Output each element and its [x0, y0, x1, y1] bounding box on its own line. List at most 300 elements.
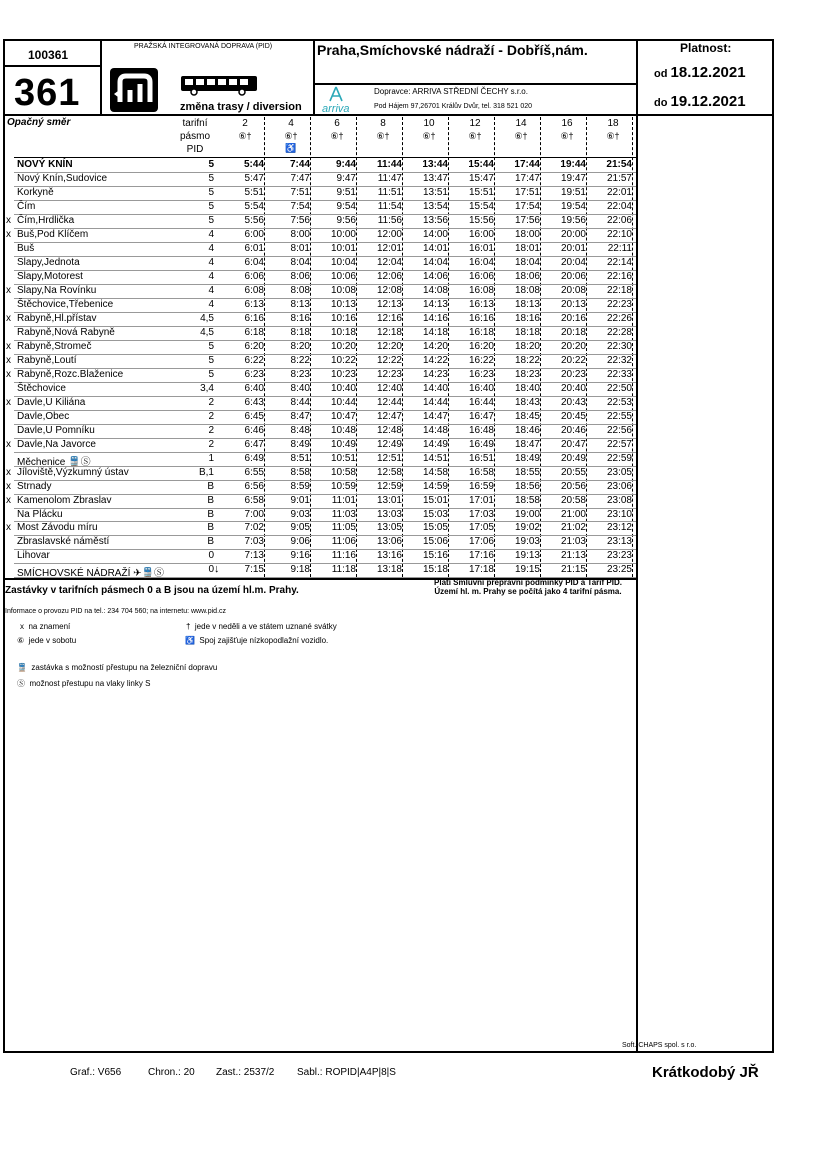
time-cell: 22:16: [606, 270, 632, 282]
time-cell: 21:02: [560, 522, 586, 534]
trip-symbols: ⑥†: [376, 131, 390, 141]
time-cell: 13:44: [422, 159, 448, 170]
time-cell: 14:16: [422, 312, 448, 324]
time-cell: 21:00: [560, 508, 586, 520]
time-cell: 17:03: [468, 508, 494, 520]
time-cell: 9:01: [290, 494, 310, 506]
time-cell: 5:56: [244, 214, 264, 226]
time-cell: 9:05: [290, 522, 310, 534]
arriva-logo: [322, 84, 366, 114]
time-cell: 18:49: [514, 452, 540, 464]
table-row: [0, 354, 636, 368]
trip-symbols: ⑥†: [560, 131, 574, 141]
table-row: [0, 228, 636, 242]
time-cell: 19:00: [514, 508, 540, 520]
time-cell: 8:06: [290, 270, 310, 282]
time-cell: 13:16: [376, 550, 402, 562]
info-line: Informace o provozu PID na tel.: 234 704 560; na internetu: www.pid.cz: [5, 608, 227, 615]
zone-cell: 5: [208, 354, 214, 366]
time-cell: 11:44: [376, 159, 402, 170]
stop-name: Slapy,Jednota: [17, 256, 80, 268]
time-cell: 6:56: [244, 480, 264, 492]
trip-number: 18: [607, 118, 619, 129]
time-cell: 18:47: [514, 438, 540, 450]
time-cell: 16:47: [468, 410, 494, 422]
table-row: [0, 466, 636, 480]
stop-name: Buš: [17, 242, 35, 254]
time-cell: 6:40: [244, 382, 264, 394]
time-cell: 5:47: [244, 172, 264, 184]
time-cell: 8:48: [290, 424, 310, 436]
time-cell: 7:13: [244, 550, 264, 562]
time-cell: 14:00: [422, 228, 448, 240]
stop-name: Zbraslavské náměstí: [17, 536, 110, 548]
zone-cell: 2: [208, 438, 214, 450]
diversion-label: změna trasy / diversion: [180, 101, 302, 113]
table-row: [0, 480, 636, 494]
time-cell: 22:30: [606, 340, 632, 352]
time-cell: 12:01: [376, 242, 402, 254]
zone-cell: 3,4: [200, 382, 214, 394]
timetable-code: 100361: [28, 48, 69, 62]
time-cell: 6:45: [244, 410, 264, 422]
trip-header: [452, 118, 498, 142]
time-cell: 19:03: [514, 536, 540, 548]
time-cell: 6:22: [244, 354, 264, 366]
stop-name: Buš,Pod Klíčem: [17, 228, 89, 240]
time-cell: 6:16: [244, 312, 264, 324]
time-cell: 10:47: [330, 410, 356, 422]
table-row: [0, 340, 636, 354]
request-stop-mark: x: [6, 284, 11, 296]
time-cell: 14:49: [422, 438, 448, 450]
table-row: [0, 535, 636, 549]
valid-from: od 18.12.2021: [654, 64, 746, 81]
table-row: [0, 549, 636, 563]
header-divider: [313, 40, 315, 114]
time-cell: 21:13: [560, 550, 586, 562]
time-cell: 11:06: [331, 536, 356, 548]
time-cell: 11:18: [331, 564, 356, 576]
time-cell: 6:20: [244, 340, 264, 352]
time-cell: 23:23: [606, 550, 632, 562]
time-cell: 20:06: [560, 270, 586, 282]
time-cell: 13:05: [376, 522, 402, 534]
time-cell: 23:05: [606, 466, 632, 478]
table-row: [0, 158, 636, 172]
time-cell: 22:28: [606, 326, 632, 338]
time-cell: 6:43: [244, 396, 264, 408]
time-cell: 13:54: [422, 200, 448, 212]
time-cell: 10:44: [330, 396, 356, 408]
time-cell: 17:56: [514, 214, 540, 226]
zone-cell: 4: [208, 242, 214, 254]
time-cell: 12:06: [376, 270, 402, 282]
time-cell: 22:57: [606, 438, 632, 450]
stop-name: SMÍCHOVSKÉ NÁDRAŽÍ ✈🚆Ⓢ: [17, 568, 164, 580]
trip-symbols: ⑥†: [284, 131, 298, 141]
time-cell: 12:44: [376, 396, 402, 408]
time-cell: 7:00: [244, 508, 264, 520]
time-cell: 8:13: [290, 298, 310, 310]
time-cell: 8:00: [290, 228, 310, 240]
stop-name: Slapy,Na Rovínku: [17, 284, 97, 296]
end-arrow-icon: ↓: [214, 563, 220, 576]
time-cell: 12:22: [376, 354, 402, 366]
time-cell: 11:54: [377, 200, 402, 212]
time-cell: 11:05: [331, 522, 356, 534]
time-cell: 9:16: [290, 550, 310, 562]
table-row: [0, 214, 636, 228]
time-cell: 12:13: [376, 298, 402, 310]
table-row: [0, 424, 636, 438]
stop-name: NOVÝ KNÍN: [17, 159, 73, 170]
time-cell: 16:48: [468, 424, 494, 436]
time-cell: 12:20: [376, 340, 402, 352]
time-cell: 16:18: [468, 326, 494, 338]
route-title: Praha,Smíchovské nádraží - Dobříš,nám.: [317, 42, 588, 58]
stop-name: Davle,Na Javorce: [17, 438, 96, 450]
stop-name: Davle,Obec: [17, 410, 70, 422]
table-row: [0, 438, 636, 452]
time-cell: 18:46: [514, 424, 540, 436]
time-cell: 18:43: [514, 396, 540, 408]
pid-logo: [110, 68, 158, 112]
time-cell: 16:01: [468, 242, 494, 254]
time-cell: 14:08: [422, 284, 448, 296]
zone-cell: 4: [208, 256, 214, 268]
time-cell: 12:04: [376, 256, 402, 268]
time-cell: 12:08: [376, 284, 402, 296]
time-cell: 22:23: [606, 298, 632, 310]
time-cell: 22:10: [606, 228, 632, 240]
time-cell: 22:26: [606, 312, 632, 324]
legend-item: Ⓢ možnost přestupu na vlaky linky S: [17, 679, 151, 688]
legend-item: ♿ Spoj zajišťuje nízkopodlažní vozidlo.: [185, 636, 329, 645]
time-cell: 17:16: [468, 550, 494, 562]
trip-symbols: ⑥†: [606, 131, 620, 141]
table-row: [0, 200, 636, 214]
time-cell: 7:56: [290, 214, 310, 226]
time-cell: 20:47: [560, 438, 586, 450]
time-cell: 18:55: [514, 466, 540, 478]
time-cell: 12:40: [376, 382, 402, 394]
zone-cell: 4: [208, 298, 214, 310]
zone-cell: B: [207, 494, 214, 506]
time-cell: 22:18: [606, 284, 632, 296]
time-cell: 10:40: [330, 382, 356, 394]
time-cell: 8:16: [290, 312, 310, 324]
trip-number: 4: [288, 118, 294, 129]
validity-label: Platnost:: [680, 41, 732, 55]
footer-chron: Chron.: 20: [148, 1067, 195, 1078]
table-row: [0, 284, 636, 298]
time-cell: 6:58: [244, 494, 264, 506]
request-stop-mark: x: [6, 396, 11, 408]
time-cell: 8:40: [290, 382, 310, 394]
time-cell: 9:51: [336, 186, 356, 198]
stop-name: Rabyně,Rozc.Blaženice: [17, 368, 124, 380]
header-row-line: [14, 157, 636, 158]
time-cell: 23:12: [606, 522, 632, 534]
short-term-label: Krátkodobý JŘ: [652, 1064, 759, 1081]
time-cell: 11:03: [331, 508, 356, 520]
time-cell: 5:44: [243, 159, 264, 170]
time-cell: 6:46: [244, 424, 264, 436]
time-cell: 15:47: [468, 172, 494, 184]
time-cell: 16:13: [468, 298, 494, 310]
time-cell: 17:44: [514, 159, 540, 170]
request-stop-mark: x: [6, 368, 11, 380]
time-cell: 5:51: [244, 186, 264, 198]
time-cell: 16:44: [468, 396, 494, 408]
request-stop-mark: x: [6, 354, 11, 366]
trip-number: 12: [469, 118, 481, 129]
footer-graf: Graf.: V656: [70, 1067, 122, 1078]
time-cell: 8:51: [290, 452, 310, 464]
time-cell: 20:08: [560, 284, 586, 296]
time-cell: 16:23: [468, 368, 494, 380]
time-cell: 20:01: [560, 242, 586, 254]
time-cell: 20:45: [560, 410, 586, 422]
time-cell: 14:40: [422, 382, 448, 394]
time-cell: 9:54: [336, 200, 356, 212]
time-cell: 18:56: [514, 480, 540, 492]
table-row: [0, 312, 636, 326]
time-cell: 10:06: [330, 270, 356, 282]
header-divider: [100, 40, 102, 114]
trip-header: [314, 118, 360, 142]
stop-name: Čím: [17, 200, 36, 212]
svg-text:arriva: arriva: [322, 103, 350, 114]
table-row: [0, 410, 636, 424]
time-cell: 10:58: [330, 466, 356, 478]
zone-cell: 4: [208, 270, 214, 282]
time-cell: 15:54: [468, 200, 494, 212]
time-cell: 21:57: [606, 172, 632, 184]
time-cell: 8:59: [290, 480, 310, 492]
trip-header: [406, 118, 452, 142]
time-cell: 20:16: [560, 312, 586, 324]
time-cell: 14:04: [422, 256, 448, 268]
stop-name: Slapy,Motorest: [17, 270, 83, 282]
time-cell: 21:03: [560, 536, 586, 548]
stop-name: Na Plácku: [17, 508, 63, 520]
time-cell: 10:59: [330, 480, 356, 492]
request-stop-mark: x: [6, 228, 11, 240]
time-cell: 11:47: [377, 172, 402, 184]
time-cell: 20:58: [560, 494, 586, 506]
time-cell: 13:06: [376, 536, 402, 548]
time-cell: 5:54: [244, 200, 264, 212]
time-cell: 23:08: [606, 494, 632, 506]
time-cell: 16:58: [468, 466, 494, 478]
time-cell: 16:59: [468, 480, 494, 492]
time-cell: 17:05: [468, 522, 494, 534]
legend-item: † jede v neděli a ve státem uznané svátky: [186, 622, 337, 631]
table-row: [0, 172, 636, 186]
time-cell: 18:16: [514, 312, 540, 324]
request-stop-mark: x: [6, 480, 11, 492]
request-stop-mark: x: [6, 494, 11, 506]
time-cell: 13:51: [422, 186, 448, 198]
time-cell: 22:50: [606, 382, 632, 394]
time-cell: 17:06: [468, 536, 494, 548]
time-cell: 16:22: [468, 354, 494, 366]
time-cell: 15:05: [422, 522, 448, 534]
time-cell: 14:47: [422, 410, 448, 422]
zones-note: Zastávky v tarifních pásmech 0 a B jsou na území hl.m. Prahy.: [5, 585, 299, 596]
time-cell: 18:13: [514, 298, 540, 310]
time-cell: 6:13: [244, 298, 264, 310]
table-row: [0, 186, 636, 200]
time-cell: 8:22: [290, 354, 310, 366]
time-cell: 17:47: [514, 172, 540, 184]
stop-name: Jíloviště,Výzkumný ústav: [17, 466, 129, 478]
time-cell: 14:51: [422, 452, 448, 464]
time-cell: 8:01: [290, 242, 310, 254]
table-row: [0, 270, 636, 284]
line-number: 361: [14, 72, 81, 114]
time-cell: 22:01: [606, 186, 632, 198]
time-cell: 6:18: [244, 326, 264, 338]
trip-number: 2: [242, 118, 248, 129]
request-stop-mark: x: [6, 466, 11, 478]
zone-cell: 0: [208, 550, 214, 562]
time-cell: 19:47: [560, 172, 586, 184]
trip-number: 16: [561, 118, 573, 129]
trip-symbols: ⑥†: [514, 131, 528, 141]
bus-icon: [180, 74, 258, 96]
time-cell: 7:47: [290, 172, 310, 184]
carrier: Dopravce: ARRIVA STŘEDNÍ ČECHY s.r.o.: [374, 87, 528, 96]
time-cell: 10:22: [330, 354, 356, 366]
zone-cell: 0: [208, 564, 214, 576]
time-cell: 22:06: [606, 214, 632, 226]
software-credit: Soft. CHAPS spol. s r.o.: [622, 1042, 697, 1049]
time-cell: 14:13: [422, 298, 448, 310]
zone-cell: B,1: [198, 466, 214, 478]
footer-sabl: Sabl.: ROPID|A4P|8|S: [297, 1067, 396, 1078]
time-cell: 16:20: [468, 340, 494, 352]
time-cell: 9:47: [336, 172, 356, 184]
time-cell: 18:04: [514, 256, 540, 268]
time-cell: 11:16: [331, 550, 356, 562]
zone-header: tarifní pásmo PID: [179, 118, 210, 155]
time-cell: 10:13: [330, 298, 356, 310]
time-cell: 19:02: [514, 522, 540, 534]
time-cell: 6:08: [244, 284, 264, 296]
time-cell: 15:44: [468, 159, 494, 170]
table-row: [0, 508, 636, 522]
time-cell: 14:22: [422, 354, 448, 366]
time-cell: 23:25: [606, 564, 632, 576]
time-cell: 13:03: [376, 508, 402, 520]
time-cell: 12:48: [376, 424, 402, 436]
request-stop-mark: x: [6, 214, 11, 226]
time-cell: 18:58: [514, 494, 540, 506]
time-cell: 16:49: [468, 438, 494, 450]
table-row: [0, 242, 636, 256]
time-cell: 10:49: [330, 438, 356, 450]
time-cell: 10:08: [330, 284, 356, 296]
header-divider: [3, 114, 774, 116]
time-cell: 11:56: [377, 214, 402, 226]
time-cell: 23:06: [606, 480, 632, 492]
time-cell: 8:18: [290, 326, 310, 338]
time-cell: 7:51: [290, 186, 310, 198]
zone-cell: 2: [208, 424, 214, 436]
time-cell: 16:00: [468, 228, 494, 240]
table-row: [0, 521, 636, 535]
trip-number: 14: [515, 118, 527, 129]
table-row: [0, 326, 636, 340]
time-cell: 18:00: [514, 228, 540, 240]
time-cell: 10:51: [330, 452, 356, 464]
trip-symbols: ⑥†: [330, 131, 344, 141]
zone-cell: 4,5: [200, 326, 214, 338]
trip-symbols: ⑥†: [422, 131, 436, 141]
time-cell: 12:16: [376, 312, 402, 324]
zone-cell: 5: [208, 172, 214, 184]
stop-name: Rabyně,Hl.přístav: [17, 312, 97, 324]
time-cell: 19:44: [560, 159, 586, 170]
time-cell: 18:06: [514, 270, 540, 282]
time-cell: 18:01: [514, 242, 540, 254]
time-cell: 9:18: [290, 564, 310, 576]
time-cell: 15:51: [468, 186, 494, 198]
time-cell: 18:18: [514, 326, 540, 338]
time-cell: 10:18: [330, 326, 356, 338]
trip-symbols: ⑥†: [238, 131, 252, 141]
time-cell: 19:13: [514, 550, 540, 562]
time-cell: 6:47: [244, 438, 264, 450]
time-cell: 12:00: [376, 228, 402, 240]
time-cell: 10:48: [330, 424, 356, 436]
time-cell: 11:01: [331, 494, 356, 506]
time-cell: 13:47: [422, 172, 448, 184]
time-cell: 20:49: [560, 452, 586, 464]
time-cell: 9:56: [336, 214, 356, 226]
table-row: [0, 452, 636, 466]
table-row: [0, 382, 636, 396]
time-cell: 7:54: [290, 200, 310, 212]
time-cell: 15:06: [422, 536, 448, 548]
table-row: [0, 256, 636, 270]
pid-label: PRAŽSKÁ INTEGROVANÁ DOPRAVA (PID): [134, 43, 273, 50]
time-cell: 21:54: [606, 159, 632, 170]
time-cell: 22:59: [606, 452, 632, 464]
time-cell: 22:04: [606, 200, 632, 212]
time-cell: 20:46: [560, 424, 586, 436]
legend-item: ⑥ jede v sobotu: [17, 636, 77, 645]
time-cell: 16:51: [468, 452, 494, 464]
zone-cell: B: [207, 536, 214, 548]
legend-item: x na znamení: [20, 622, 71, 631]
time-cell: 8:23: [290, 368, 310, 380]
time-cell: 20:22: [560, 354, 586, 366]
time-cell: 17:54: [514, 200, 540, 212]
time-cell: 10:23: [330, 368, 356, 380]
zone-cell: 5: [208, 340, 214, 352]
time-cell: 20:18: [560, 326, 586, 338]
stop-name: Strnady: [17, 480, 52, 492]
time-cell: 18:40: [514, 382, 540, 394]
time-cell: 9:06: [290, 536, 310, 548]
trip-symbols: ⑥†: [468, 131, 482, 141]
time-cell: 20:55: [560, 466, 586, 478]
time-cell: 18:22: [514, 354, 540, 366]
